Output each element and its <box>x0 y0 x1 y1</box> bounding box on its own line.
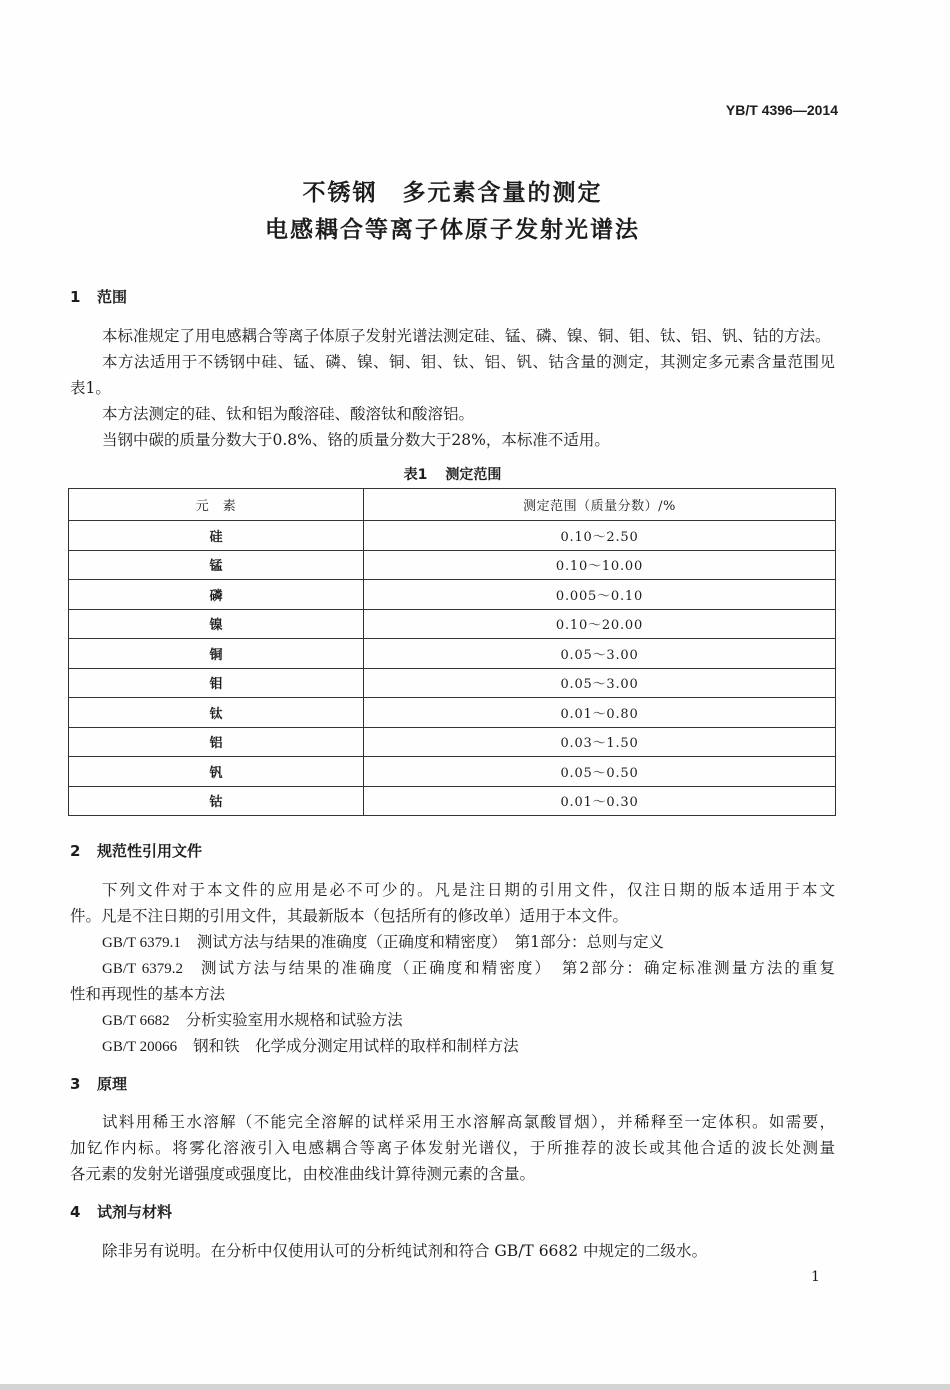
document-title-line-2: 电感耦合等离子体原子发射光谱法 <box>265 217 640 243</box>
element-cell: 钒 <box>69 757 364 787</box>
range-cell: 0.01～0.30 <box>364 786 836 816</box>
range-cell: 0.03～1.50 <box>364 727 836 757</box>
table-row <box>69 550 836 580</box>
section-1-heading <box>70 284 127 310</box>
reference-code: GB/T 6379.2 <box>102 961 183 977</box>
table-number: 表1 <box>403 467 428 483</box>
col-header-element: 元 素 <box>69 489 364 521</box>
reference-entry <box>102 1007 835 1033</box>
table-row <box>69 609 836 639</box>
element-cell: 钴 <box>69 786 364 816</box>
table-row <box>69 786 836 816</box>
reference-code: GB/T 20066 <box>102 1039 178 1055</box>
reference-entry <box>102 1033 835 1059</box>
document-title-line-1: 不锈钢 多元素含量的测定 <box>302 180 603 206</box>
section-title: 试剂与材料 <box>97 1203 173 1221</box>
scan-edge <box>0 1384 950 1390</box>
table-row <box>69 727 836 757</box>
section-title: 规范性引用文件 <box>97 842 203 860</box>
paragraph-line: 除非另有说明。在分析中仅使用认可的分析纯试剂和符合 GB/T 6682 中规定的二级水。 <box>102 1242 708 1260</box>
section-number: 1 <box>70 288 81 306</box>
table-row <box>69 580 836 610</box>
section-number: 2 <box>70 842 81 860</box>
range-cell: 0.01～0.80 <box>364 698 836 728</box>
paragraph-line: 加钇作内标。将雾化溶液引入电感耦合等离子体发射光谱仪，于所推荐的波长或其他合适的波长处测量 <box>70 1139 835 1157</box>
range-cell: 0.05～0.50 <box>364 757 836 787</box>
section-2-heading <box>70 838 202 864</box>
col-header-range: 测定范围（质量分数）/% <box>364 489 836 521</box>
section-title: 范围 <box>97 288 128 306</box>
range-cell: 0.005～0.10 <box>364 580 836 610</box>
paragraph-line: 本方法适用于不锈钢中硅、锰、磷、镍、铜、钼、钛、铝、钒、钴含量的测定，其测定多元素含量范围见 <box>102 353 835 371</box>
range-cell: 0.10～2.50 <box>364 521 836 551</box>
section-number: 3 <box>70 1075 81 1093</box>
reference-entry <box>102 955 835 981</box>
table-caption <box>70 462 835 488</box>
paragraph-line: 试料用稀王水溶解（不能完全溶解的试样采用王水溶解高氯酸冒烟），并稀释至一定体积。如需要， <box>102 1113 835 1131</box>
paragraph-line: 表1。 <box>70 379 111 397</box>
reference-code: GB/T 6682 <box>102 1013 170 1029</box>
table-row <box>69 521 836 551</box>
table-header-row <box>69 489 836 521</box>
reference-title: 分析实验室用水规格和试验方法 <box>185 1011 403 1029</box>
section-4-heading <box>70 1199 172 1225</box>
element-cell: 铜 <box>69 639 364 669</box>
standard-number: YB/T 4396—2014 <box>725 102 838 118</box>
element-cell: 钼 <box>69 668 364 698</box>
reference-entry <box>102 929 835 955</box>
element-cell: 镍 <box>69 609 364 639</box>
table-row <box>69 698 836 728</box>
element-cell: 钛 <box>69 698 364 728</box>
reference-code: GB/T 6379.1 <box>102 935 181 951</box>
section-number: 4 <box>70 1203 81 1221</box>
page-number: 1 <box>811 1269 820 1285</box>
section-3-heading <box>70 1071 127 1097</box>
element-cell: 铝 <box>69 727 364 757</box>
paragraph-line: 本方法测定的硅、钛和铝为酸溶硅、酸溶钛和酸溶铝。 <box>102 405 475 423</box>
paragraph-line: 件。凡是不注日期的引用文件，其最新版本（包括所有的修改单）适用于本文件。 <box>70 907 629 925</box>
reference-title: 钢和铁 化学成分测定用试样的取样和制样方法 <box>193 1037 519 1055</box>
range-cell: 0.05～3.00 <box>364 668 836 698</box>
table-row <box>69 668 836 698</box>
range-cell: 0.05～3.00 <box>364 639 836 669</box>
reference-title: 测试方法与结果的准确度（正确度和精密度） 第1部分：总则与定义 <box>196 933 665 951</box>
paragraph-line: 各元素的发射光谱强度或强度比，由校准曲线计算待测元素的含量。 <box>70 1165 536 1183</box>
section-title: 原理 <box>97 1075 128 1093</box>
table-row <box>69 639 836 669</box>
paragraph-line: 当钢中碳的质量分数大于0.8%、铬的质量分数大于28%，本标准不适用。 <box>102 431 610 449</box>
paragraph-line: 下列文件对于本文件的应用是必不可少的。凡是注日期的引用文件，仅注日期的版本适用于本文 <box>102 881 835 899</box>
table-title: 测定范围 <box>445 467 502 483</box>
element-cell: 锰 <box>69 550 364 580</box>
range-cell: 0.10～10.00 <box>364 550 836 580</box>
element-cell: 磷 <box>69 580 364 610</box>
reference-title-continuation: 性和再现性的基本方法 <box>70 985 226 1003</box>
element-cell: 硅 <box>69 521 364 551</box>
table-row <box>69 757 836 787</box>
range-cell: 0.10～20.00 <box>364 609 836 639</box>
paragraph-line: 本标准规定了用电感耦合等离子体原子发射光谱法测定硅、锰、磷、镍、铜、钼、钛、铝、钒、钴的方法。 <box>102 327 831 345</box>
measurement-range-table <box>68 488 836 816</box>
reference-title: 测试方法与结果的准确度（正确度和精密度） 第2部分：确定标准测量方法的重复 <box>198 959 835 977</box>
